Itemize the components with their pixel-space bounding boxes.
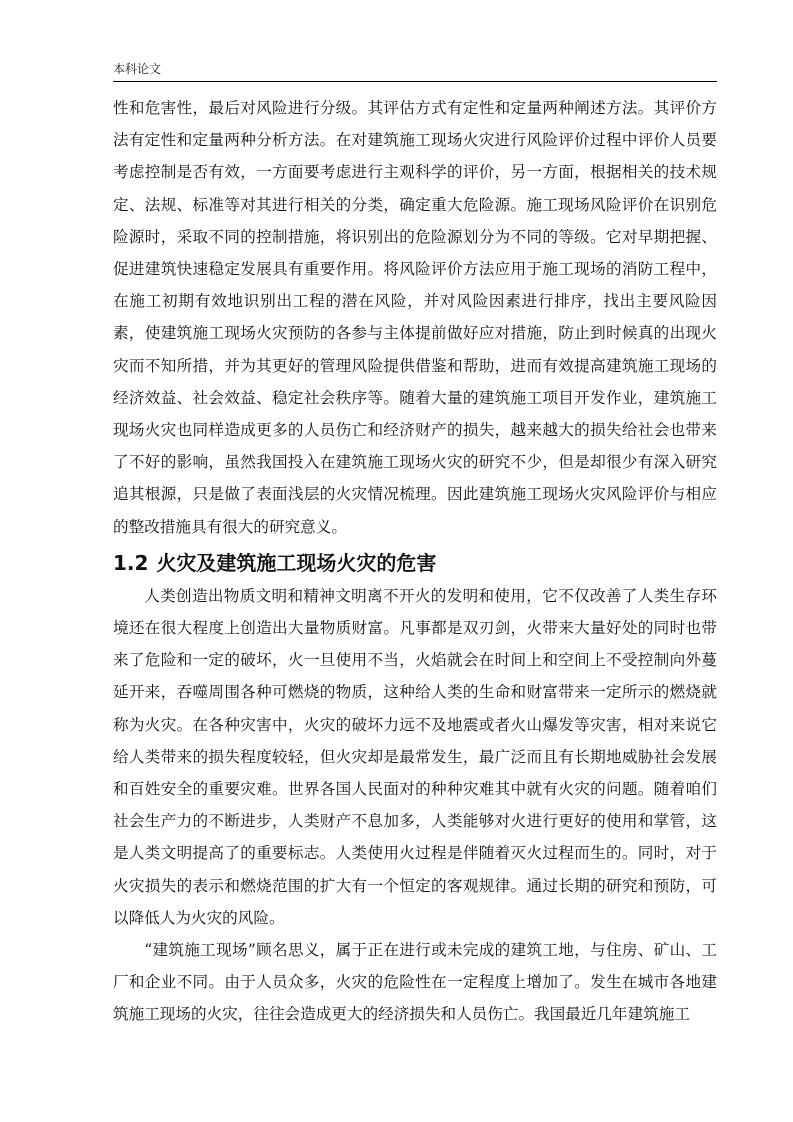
header-divider — [113, 81, 717, 82]
section-number: 1.2 — [113, 550, 149, 575]
section-heading — [113, 546, 717, 580]
paragraph-continued: 性和危害性，最后对风险进行分级。其评估方式有定性和定量两种阐述方法。其评价方法有定性和定量两种分析方法。在对建筑施工现场火灾进行风险评价过程中评价人员要考虑控制是否有效，一方面要考虑进行主观科学的评价，另一方面，根据相关的技术规定、法规、标准等对其进行相关的分类，确定重大危险源。施工现场风险评价在识别危险源时，采取不同的控制措施，将识别出的危险源划分为不同的等级。它对早期把握、促进建筑快速稳定发展具有重要作用。将风险评价方法应用于施工现场的消防工程中，在施工初期有效地识别出工程的潜在风险，并对风险因素进行排序，找出主要风险因素，使建筑施工现场火灾预防的各参与主体提前做好应对措施，防止到时候真的出现火灾而不知所措，并为其更好的管理风险提供借鉴和帮助，进而有效提高建筑施工现场的经济效益、社会效益、稳定社会秩序等。随着大量的建筑施工项目开发作业，建筑施工现场火灾也同样造成更多的人员伤亡和经济财产的损失，越来越大的损失给社会也带来了不好的影响，虽然我国投入在建筑施工现场火灾的研究不少，但是却很少有深入研究追其根源，只是做了表面浅层的火灾情况梳理。因此建筑施工现场火灾风险评价与相应的整改措施具有很大的研究意义。 — [113, 99, 717, 536]
running-header: 本科论文 — [113, 62, 162, 76]
paragraph-construction-site: “建筑施工现场”顾名思义，属于正在进行或未完成的建筑工地，与住房、矿山、工厂和企业不同。由于人员众多，火灾的危险性在一定程度上增加了。发生在城市各地建筑施工现场的火灾，往往会造成更大的经济损失和人员伤亡。我国最近几年建筑施工 — [113, 941, 717, 1024]
section-title: 火灾及建筑施工现场火灾的危害 — [156, 550, 437, 575]
body-text — [113, 92, 717, 1031]
paragraph-fire-overview: 人类创造出物质文明和精神文明离不开火的发明和使用，它不仅改善了人类生存环境还在很大程度上创造出大量物质财富。凡事都是双刃剑，火带来大量好处的同时也带来了危险和一定的破坏，火一旦使用不当，火焰就会在时间上和空间上不受控制向外蔓延开来，吞噬周围各种可燃烧的物质，这种给人类的生命和财富带来一定所示的燃烧就称为火灾。在各种灾害中，火灾的破坏力远不及地震或者火山爆发等灾害，相对来说它给人类带来的损失程度较轻，但火灾却是最常发生，最广泛而且有长期地威胁社会发展和百姓安全的重要灾难。世界各国人民面对的种种灾难其中就有火灾的问题。随着咱们社会生产力的不断进步，人类财产不息加多，人类能够对火进行更好的使用和掌管，这是人类文明提高了的重要标志。人类使用火过程是伴随着灭火过程而生的。同时，对于火灾损失的表示和燃烧范围的扩大有一个恒定的客观规律。通过长期的研究和预防，可以降低人为火灾的风险。 — [113, 586, 717, 927]
